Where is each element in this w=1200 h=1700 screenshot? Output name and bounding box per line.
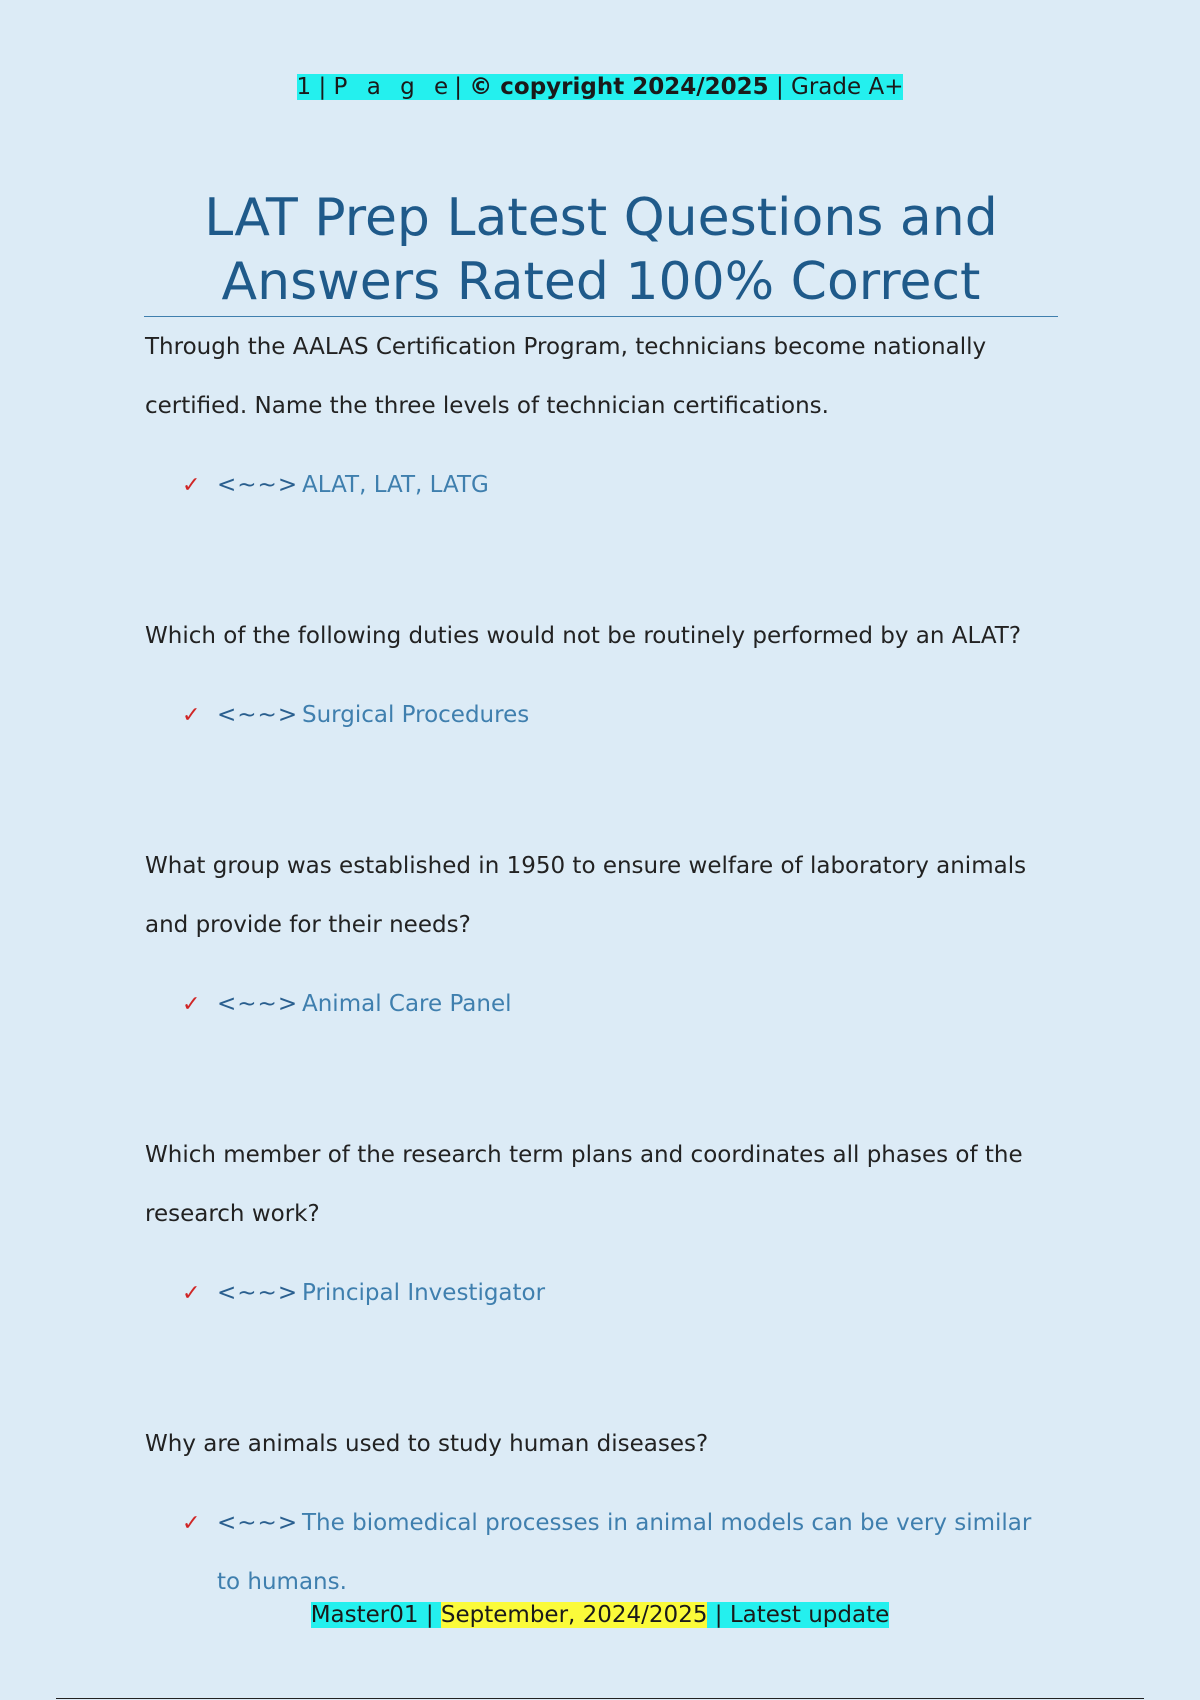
question-text: What group was established in 1950 to ensure welfare of laboratory animals and provide for their needs?: [145, 853, 1027, 938]
bottom-divider: [56, 1698, 1144, 1699]
check-icon: ✓: [182, 1511, 201, 1536]
check-icon: ✓: [182, 1281, 201, 1306]
grade-text: Grade A+: [791, 74, 904, 100]
qa-item: [145, 1415, 1045, 1612]
qa-item: [145, 1126, 1045, 1323]
question-text: Which of the following duties would not be routinely performed by an ALAT?: [145, 623, 1022, 649]
answer-row: [182, 1494, 1045, 1553]
check-icon: ✓: [182, 992, 201, 1017]
check-icon: ✓: [182, 703, 201, 728]
page-header: [0, 70, 1200, 104]
answer-text: Animal Care Panel: [302, 991, 512, 1017]
arrow-symbol: <~~>: [217, 702, 299, 728]
answer-row: [182, 456, 1045, 515]
copyright-text: © copyright 2024/2025: [469, 74, 769, 100]
arrow-symbol: <~~>: [217, 472, 299, 498]
qa-item: [145, 837, 1045, 1034]
arrow-symbol: <~~>: [217, 1510, 299, 1536]
page-footer: Master01 | September, 2024/2025 | Latest update: [310, 1602, 890, 1628]
arrow-symbol: <~~>: [217, 991, 299, 1017]
answer-row: [182, 975, 1045, 1034]
answer-text: Principal Investigator: [302, 1280, 546, 1306]
header-highlight: 1 | P a g e| © copyright 2024/2025 | Grade A+: [296, 74, 904, 100]
answer-row: [182, 686, 1045, 745]
title-line-1: LAT Prep Latest Questions and: [204, 188, 998, 248]
qa-item: [145, 607, 1045, 745]
page-number: 1: [296, 74, 312, 100]
document-title: [144, 186, 1058, 317]
answer-row: [182, 1264, 1045, 1323]
question-text: Which member of the research term plans and coordinates all phases of the research work?: [145, 1142, 1023, 1227]
answer-text: Surgical Procedures: [302, 702, 530, 728]
question-text: Through the AALAS Certification Program, technicians become nationally certified. Name the three levels of technician certifications.: [145, 334, 987, 419]
answer-text: The biomedical processes in animal models can be very similar: [302, 1510, 1032, 1536]
footer-date: September, 2024/2025: [440, 1602, 708, 1628]
qa-list: [145, 318, 1045, 1612]
check-icon: ✓: [182, 473, 201, 498]
arrow-symbol: <~~>: [217, 1280, 299, 1306]
footer-author: Master01: [310, 1602, 419, 1628]
question-text: Why are animals used to study human diseases?: [145, 1431, 709, 1457]
answer-text: ALAT, LAT, LATG: [302, 472, 489, 498]
qa-item: [145, 318, 1045, 515]
footer-status: Latest update: [729, 1602, 890, 1628]
answer-text-continued: to humans.: [217, 1569, 347, 1595]
title-line-2: Answers Rated 100% Correct: [221, 252, 981, 312]
page-label: P a g e: [333, 74, 455, 100]
